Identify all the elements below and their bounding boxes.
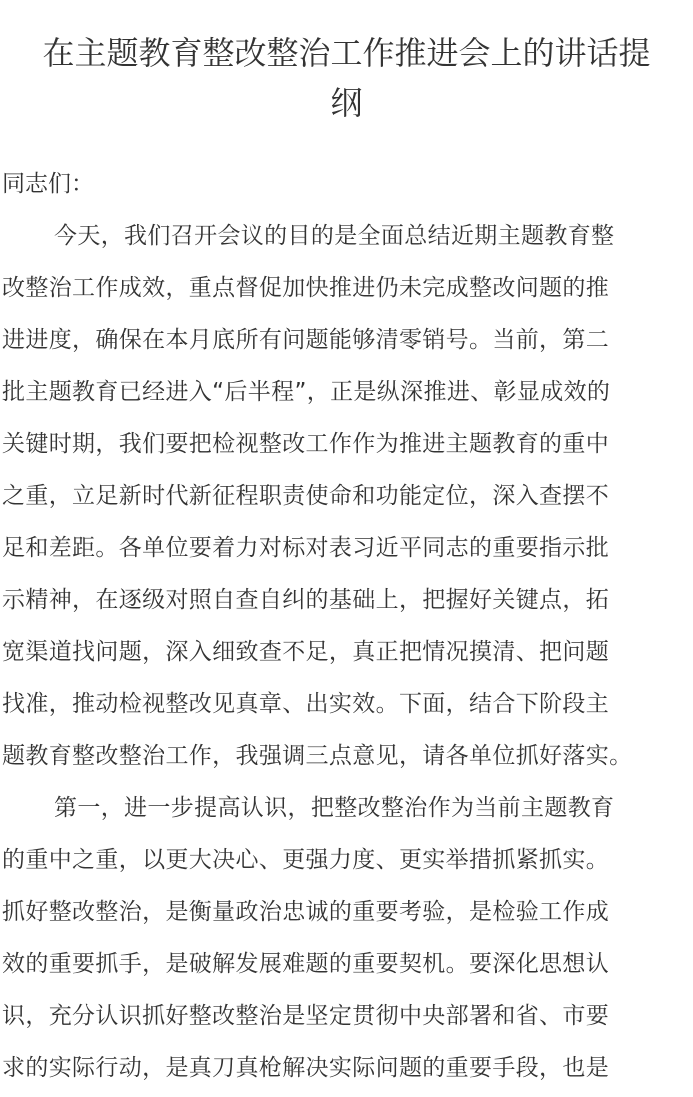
document-title <box>0 0 693 128</box>
paragraph-line: 找准，推动检视整改见真章、出实效。下面，结合下阶段主 <box>2 691 610 717</box>
title-line-2: 纲 <box>330 84 363 122</box>
paragraph-line: 示精神，在逐级对照自查自纠的基础上，把握好关键点，拓 <box>2 587 610 613</box>
paragraph-line: 抓好整改整治，是衡量政治忠诚的重要考验，是检验工作成 <box>2 899 610 925</box>
paragraph-line: 第一，进一步提高认识，把整改整治作为当前主题教育 <box>54 795 615 821</box>
paragraph-line: 识，充分认识抓好整改整治是坚定贯彻中央部署和省、市要 <box>2 1003 610 1029</box>
paragraph-line: 进进度，确保在本月底所有问题能够清零销号。当前，第二 <box>2 327 610 353</box>
paragraph-line: 之重，立足新时代新征程职责使命和功能定位，深入查摆不 <box>2 483 610 509</box>
paragraph-line: 今天，我们召开会议的目的是全面总结近期主题教育整 <box>54 223 615 249</box>
paragraph-line: 效的重要抓手，是破解发展难题的重要契机。要深化思想认 <box>2 951 610 977</box>
paragraph-line: 批主题教育已经进入“后半程”，正是纵深推进、彰显成效的 <box>2 379 611 405</box>
paragraph-line: 足和差距。各单位要着力对标对表习近平同志的重要指示批 <box>2 535 610 561</box>
paragraph-line: 求的实际行动，是真刀真枪解决实际问题的重要手段，也是 <box>2 1055 610 1081</box>
paragraph-line: 关键时期，我们要把检视整改工作作为推进主题教育的重中 <box>2 431 610 457</box>
paragraph-line: 题教育整改整治工作，我强调三点意见，请各单位抓好落实。 <box>2 743 633 769</box>
paragraph-line: 的重中之重，以更大决心、更强力度、更实举措抓紧抓实。 <box>2 847 610 873</box>
paragraph-line: 宽渠道找问题，深入细致查不足，真正把情况摸清、把问题 <box>2 639 610 665</box>
paragraph-2 <box>0 782 693 1094</box>
title-line-1: 在主题教育整改整治工作推进会上的讲话提 <box>42 34 651 72</box>
paragraph-line: 改整治工作成效，重点督促加快推进仍未完成整改问题的推 <box>2 275 610 301</box>
paragraph-1 <box>0 210 693 782</box>
salutation: 同志们： <box>2 171 94 197</box>
